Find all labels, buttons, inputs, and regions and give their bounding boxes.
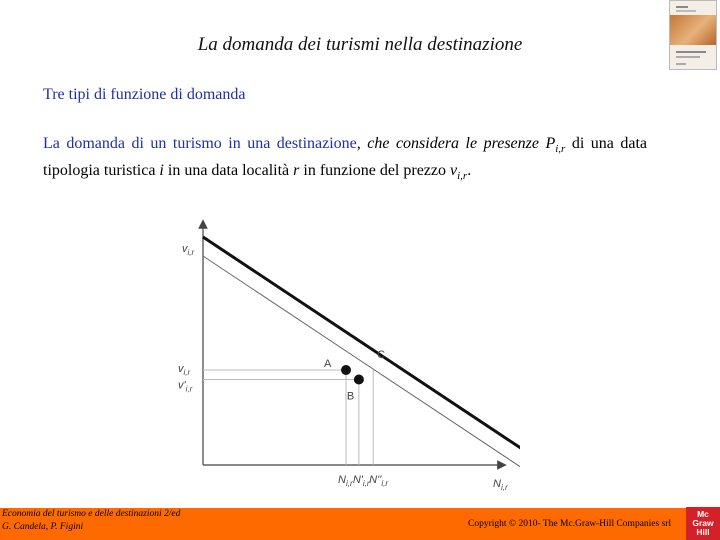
symbol-r: r [293, 162, 300, 180]
y-tick-label: $v_{i,r}$ [178, 363, 191, 377]
paragraph-text: . [467, 162, 472, 180]
symbol-i: i [159, 162, 164, 180]
description-paragraph [43, 133, 647, 187]
demand-chart [160, 210, 520, 495]
paragraph-text: , che considera le presenze [356, 135, 546, 152]
logo-text: Hill [696, 527, 710, 537]
symbol-p-sub: i,r [555, 143, 566, 156]
footer-bar [0, 508, 720, 540]
point-b [354, 375, 364, 385]
demand-curve-thick [203, 237, 520, 456]
paragraph-text: in funzione del prezzo [299, 162, 450, 180]
footer-book-title: Economia del turismo e delle destinazioni 2/ed [2, 509, 181, 519]
slide-title: La domanda dei turismi nella destinazione [197, 34, 523, 55]
point-label-b: B [346, 390, 355, 403]
logo-text: Graw [692, 518, 714, 528]
x-axis-label: $N_{i,r}$ [493, 478, 508, 492]
footer-book-info [2, 508, 180, 534]
footer-authors: G. Candela, P. Figini [2, 522, 84, 532]
point-label-c: C [377, 349, 386, 361]
paragraph-highlight: La domanda di un turismo in una destinazione [43, 135, 357, 152]
paragraph-text: di una data tipologia turistica [43, 135, 647, 180]
symbol-v: v [450, 162, 458, 180]
x-tick-label: $N_{i,r}$ [338, 474, 353, 488]
footer-copyright: Copyright © 2010- The Mc.Graw-Hill Companies srl [468, 519, 672, 529]
logo-text: Mc [697, 509, 709, 519]
book-cover-image [669, 0, 717, 70]
y-axis-label: $v_{i,r}$ [182, 243, 195, 257]
mcgraw-hill-logo [686, 507, 720, 540]
x-tick-label: $N''_{i,r}$ [369, 474, 388, 488]
x-tick-label: $N'_{i,r}$ [352, 474, 370, 488]
slide-subtitle: Tre tipi di funzione di domanda [43, 86, 246, 103]
point-a [341, 365, 351, 375]
point-label-a: A [324, 358, 332, 370]
symbol-v-sub: i,r [457, 170, 468, 183]
y-tick-label: $v'_{i,r}$ [178, 379, 193, 394]
symbol-p: P [545, 135, 556, 152]
paragraph-text: in una data località [163, 162, 294, 180]
